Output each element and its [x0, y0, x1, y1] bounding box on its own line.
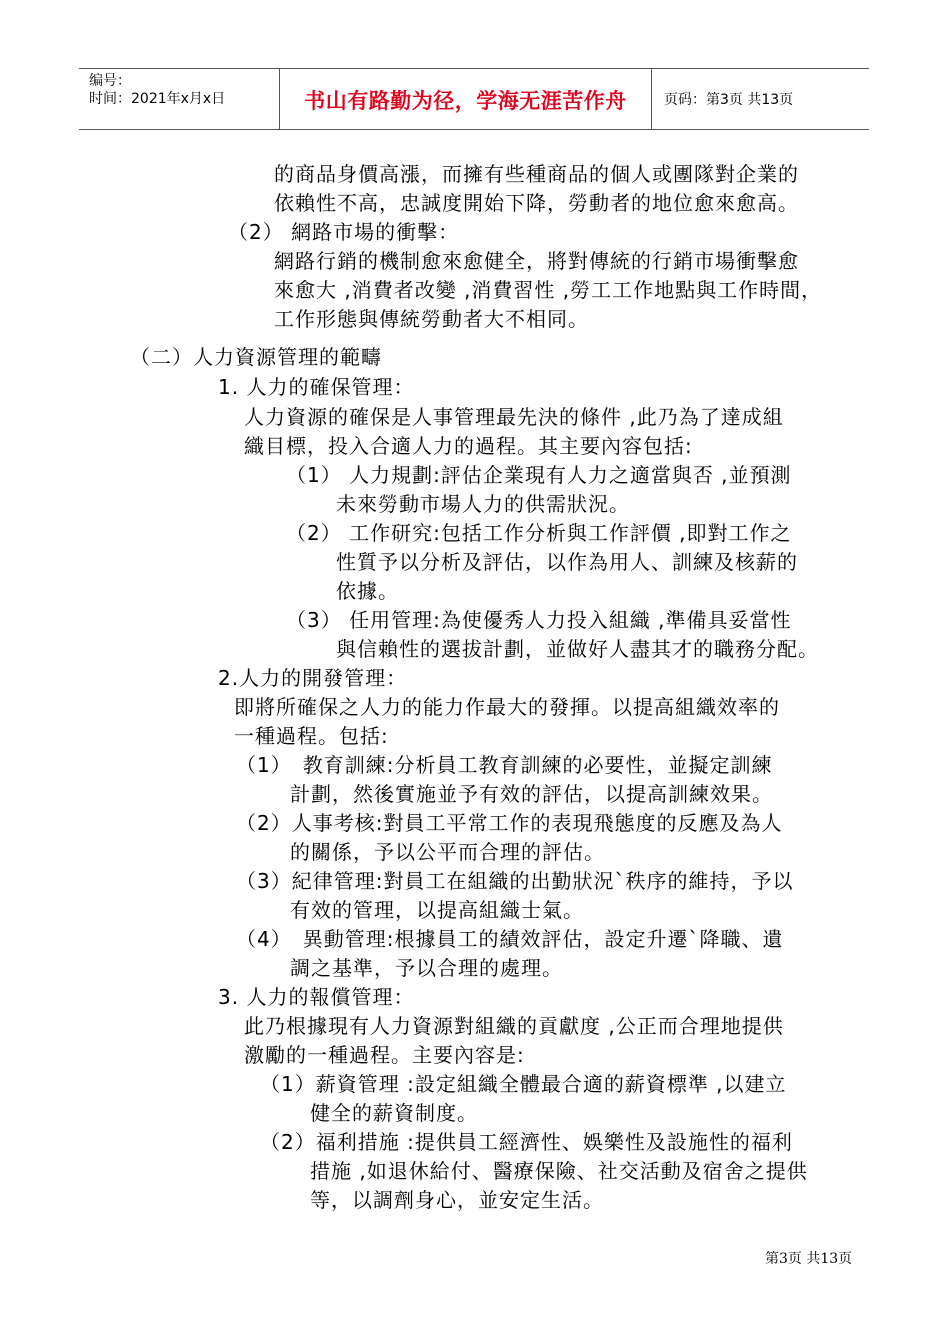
body-line: 激勵的一種過程。主要內容是: [244, 1043, 525, 1067]
list-item-continued: 有效的管理，以提高組織士氣。 [290, 898, 584, 922]
list-item-continued: 的關係，予以公平而合理的評估。 [290, 840, 605, 864]
list-item: （2）福利措施 :提供員工經濟性、娛樂性及設施性的福利 [260, 1130, 793, 1154]
body-line: 工作形態與傳統勞動者大不相同。 [274, 307, 589, 331]
section-heading: （2） 網路市場的衝擊： [228, 220, 460, 244]
body-line: 來愈大 ,消費者改變 ,消費習性 ,勞工工作地點與工作時間， [274, 278, 823, 302]
subsection-heading: 3. 人力的報償管理： [218, 985, 415, 1009]
body-line: 織目標，投入合適人力的過程。其主要內容包括: [244, 434, 693, 458]
list-item-continued: 依據。 [336, 579, 399, 603]
list-item-continued: 等，以調劑身心，並安定生活。 [310, 1188, 604, 1212]
header-motto-cell [280, 69, 652, 129]
document-date: 时间：2021年x月x日 [89, 91, 226, 107]
body-line: 的商品身價高漲，而擁有些種商品的個人或團隊對企業的 [274, 162, 799, 186]
list-item: （2）人事考核:對員工平常工作的表現飛態度的反應及為人 [236, 811, 783, 835]
body-line: 即將所確保之人力的能力作最大的發揮。以提高組織效率的 [234, 695, 780, 719]
page-footer: 第3页 共13页 [765, 1251, 853, 1267]
body-line: 人力資源的確保是人事管理最先決的條件 ,此乃為了達成組 [244, 405, 784, 429]
section-heading: （二）人力資源管理的範疇 [130, 345, 382, 369]
header-page-cell [652, 69, 869, 129]
document-number: 编号： [89, 73, 131, 89]
list-item-continued: 措施 ,如退休給付、醫療保險、社交活動及宿舍之提供 [310, 1159, 808, 1183]
list-item-continued: 未來勞動市場人力的供需狀況。 [336, 492, 630, 516]
subsection-heading: 2.人力的開發管理： [218, 666, 408, 690]
list-item-continued: 調之基準，予以合理的處理。 [290, 956, 563, 980]
list-item: （1） 人力規劃:評估企業現有人力之適當與否 ,並預測 [286, 463, 792, 487]
list-item: （2） 工作研究:包括工作分析與工作評價 ,即對工作之 [286, 521, 792, 545]
body-line: 網路行銷的機制愈來愈健全，將對傳統的行銷市場衝擊愈 [274, 249, 799, 273]
page-header [79, 68, 869, 130]
list-item: （1）薪資管理 :設定組織全體最合適的薪資標準 ,以建立 [260, 1072, 787, 1096]
list-item-continued: 性質予以分析及評估，以作為用人、訓練及核薪的 [336, 550, 798, 574]
list-item: （1） 教育訓練:分析員工教育訓練的必要性，並擬定訓練 [236, 753, 773, 777]
list-item-continued: 健全的薪資制度。 [310, 1101, 478, 1125]
subsection-heading: 1. 人力的確保管理： [218, 375, 415, 399]
header-page-number: 页码：第3页 共13页 [664, 92, 794, 108]
list-item: （3）紀律管理:對員工在組織的出勤狀況`秩序的維持，予以 [236, 869, 794, 893]
body-line: 此乃根據現有人力資源對組織的貢獻度 ,公正而合理地提供 [244, 1014, 784, 1038]
list-item-continued: 計劃，然後實施並予有效的評估，以提高訓練效果。 [290, 782, 773, 806]
list-item-continued: 與信賴性的選拔計劃，並做好人盡其才的職務分配。 [336, 637, 819, 661]
header-meta [79, 69, 280, 129]
list-item: （4） 異動管理:根據員工的績效評估，設定升遷`降職、遺 [236, 927, 784, 951]
body-line: 一種過程。包括: [234, 724, 389, 748]
list-item: （3） 任用管理:為使優秀人力投入組織 ,準備具妥當性 [286, 608, 792, 632]
header-motto: 书山有路勤为径，学海无涯苦作舟 [304, 89, 627, 113]
body-line: 依賴性不高，忠誠度開始下降，勞動者的地位愈來愈高。 [274, 191, 799, 215]
